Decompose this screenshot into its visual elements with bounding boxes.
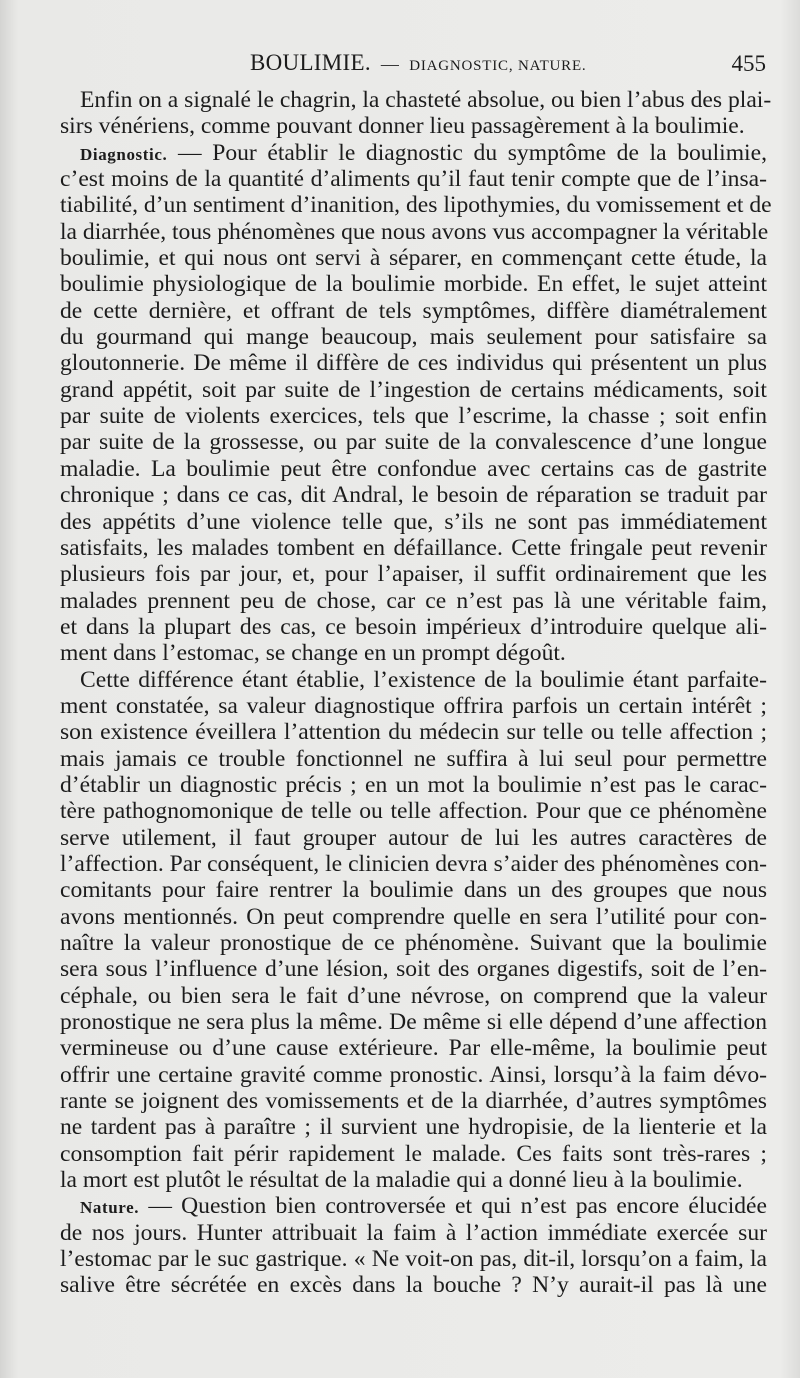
text-line bbox=[60, 693, 767, 719]
text-line bbox=[60, 113, 767, 139]
text-line bbox=[60, 403, 767, 429]
line-text: du gourmand qui mange beaucoup, mais seulement pour satisfaire sa bbox=[60, 324, 767, 351]
text-line bbox=[60, 298, 767, 324]
page-number: 455 bbox=[731, 51, 766, 76]
text-line bbox=[60, 245, 767, 271]
text-line bbox=[60, 456, 767, 482]
line-text: Enfin on a signalé le chagrin, la chasteté absolue, ou bien l’abus des plai- bbox=[80, 87, 772, 113]
line-text: ne tardent pas à paraître ; il survient une hydropisie, de la lienterie et la bbox=[60, 1114, 767, 1141]
line-text: — Question bien controversée et qui n’est pas encore élucidée bbox=[139, 1193, 767, 1220]
text-line bbox=[60, 324, 767, 350]
line-text: tère pathognomonique de telle ou telle affection. Pour que ce phénomène bbox=[60, 798, 767, 825]
line-text: de nos jours. Hunter attribuait la faim à l’action immédiate exercée sur bbox=[60, 1219, 767, 1246]
text-line bbox=[60, 1062, 767, 1088]
line-text: l’estomac par le suc gastrique. « Ne voit-on pas, dit-il, lorsqu’on a faim, la bbox=[60, 1246, 767, 1273]
line-text: c’est moins de la quantité d’aliments qu’il faut tenir compte que de l’insa- bbox=[60, 166, 767, 193]
line-text: céphale, ou bien sera le fait d’une névrose, on comprend que la valeur bbox=[60, 982, 767, 1009]
line-text: serve utilement, il faut grouper autour de lui les autres caractères de bbox=[60, 824, 767, 851]
text-line bbox=[60, 1272, 767, 1298]
line-text: pronostique ne sera plus la même. De même si elle dépend d’une affection bbox=[60, 1009, 767, 1036]
text-line bbox=[60, 1220, 767, 1246]
running-header bbox=[60, 50, 768, 82]
line-text: naître la valeur pronostique de ce phénomène. Suivant que la boulimie bbox=[60, 930, 767, 956]
running-title bbox=[250, 50, 586, 76]
line-text: l’affection. Par conséquent, le clinicien devra s’aider des phénomènes con- bbox=[60, 850, 767, 877]
line-text: offrir une certaine gravité comme pronostic. Ainsi, lorsqu’à la faim dévo- bbox=[60, 1061, 767, 1088]
line-text: d’établir un diagnostic précis ; en un mot la boulimie n’est pas le carac- bbox=[60, 771, 767, 798]
text-line bbox=[60, 1193, 767, 1219]
text-line bbox=[60, 429, 767, 455]
line-text: maladie. La boulimie peut être confondue avec certains cas de gastrite bbox=[60, 455, 767, 482]
text-line bbox=[60, 1167, 767, 1193]
text-line bbox=[60, 851, 767, 877]
text-line bbox=[60, 192, 772, 219]
text-line bbox=[60, 87, 772, 113]
text-line bbox=[60, 746, 767, 772]
line-text: des appétits d’une violence telle que, s’ils ne sont pas immédiatement bbox=[60, 508, 767, 535]
line-text: la mort est plutôt le résultat de la maladie qui a donné lieu à la boulimie. bbox=[60, 1167, 743, 1194]
line-text: plusieurs fois par jour, et, pour l’apaiser, il suffit ordinairement que les bbox=[60, 561, 767, 588]
line-text: tiabilité, d’un sentiment d’inanition, des lipothymies, du vomissement et de bbox=[60, 192, 772, 219]
text-line bbox=[60, 1035, 767, 1061]
line-text: par suite de violents exercices, tels que l’escrime, la chasse ; soit enfin bbox=[60, 403, 767, 430]
line-text: grand appétit, soit par suite de l’ingestion de certains médicaments, soit bbox=[60, 376, 767, 403]
line-text: par suite de la grossesse, ou par suite de la convalescence d’une longue bbox=[60, 429, 767, 456]
text-line bbox=[60, 930, 767, 956]
line-text: ment constatée, sa valeur diagnostique offrira parfois un certain intérêt ; bbox=[60, 692, 767, 719]
text-line bbox=[60, 719, 767, 745]
section-heading: Nature. bbox=[80, 1198, 140, 1218]
text-line bbox=[60, 1088, 767, 1114]
text-line bbox=[60, 614, 767, 640]
text-line bbox=[60, 561, 767, 587]
text-line bbox=[60, 798, 767, 824]
text-line bbox=[60, 166, 767, 192]
line-text: vermineuse ou d’une cause extérieure. Par elle-même, la boulimie peut bbox=[60, 1035, 767, 1062]
line-text: salive être sécrétée en excès dans la bouche ? N’y aurait-il pas là une bbox=[60, 1272, 767, 1299]
text-line bbox=[60, 535, 767, 561]
line-text: chronique ; dans ce cas, dit Andral, le besoin de réparation se traduit par bbox=[60, 482, 767, 509]
line-text: de cette dernière, et offrant de tels symptômes, diffère diamétralement bbox=[60, 297, 767, 324]
text-line bbox=[60, 904, 767, 930]
text-line bbox=[60, 377, 767, 403]
line-text: comitants pour faire rentrer la boulimie dans un des groupes que nous bbox=[60, 877, 767, 904]
text-line bbox=[60, 350, 767, 376]
text-line bbox=[60, 1246, 767, 1272]
line-text: boulimie, et qui nous ont servi à séparer, en commençant cette étude, la bbox=[60, 245, 767, 272]
line-text: malades prennent peu de chose, car ce n’est pas là une véritable faim, bbox=[60, 587, 767, 614]
text-line bbox=[60, 667, 767, 693]
line-text: mais jamais ce trouble fonctionnel ne suffira à lui seul pour permettre bbox=[60, 745, 767, 772]
line-text: sirs vénériens, comme pouvant donner lieu passagèrement à la boulimie. bbox=[60, 113, 745, 140]
line-text: — Pour établir le diagnostic du symptôme de la boulimie, bbox=[167, 139, 767, 166]
running-title-main: BOULIMIE. bbox=[250, 50, 371, 75]
line-text: consomption fait périr rapidement le malade. Ces faits sont très-rares ; bbox=[60, 1140, 767, 1167]
line-text: Cette différence étant établie, l’existence de la boulimie étant parfaite- bbox=[80, 666, 767, 693]
line-text: ment dans l’estomac, se change en un prompt dégoût. bbox=[60, 640, 566, 667]
line-text: sera sous l’influence d’une lésion, soit des organes digestifs, soit de l’en- bbox=[60, 956, 767, 983]
line-text: rante se joignent des vomissements et de la diarrhée, d’autres symptômes bbox=[60, 1088, 767, 1115]
line-text: et dans la plupart des cas, ce besoin impérieux d’introduire quelque ali- bbox=[60, 613, 767, 640]
line-text: avons mentionnés. On peut comprendre quelle en sera l’utilité pour con- bbox=[60, 903, 767, 930]
text-line bbox=[60, 956, 767, 982]
section-heading: Diagnostic. bbox=[80, 144, 168, 164]
text-line bbox=[60, 825, 767, 851]
body-text bbox=[60, 87, 772, 1299]
line-text: gloutonnerie. De même il diffère de ces individus qui présentent un plus bbox=[60, 350, 767, 377]
text-line bbox=[60, 1114, 767, 1140]
text-line bbox=[60, 219, 767, 245]
line-text: la diarrhée, tous phénomènes que nous avons vus accompagner la véritable bbox=[60, 218, 769, 245]
text-line bbox=[60, 588, 767, 614]
text-line bbox=[60, 877, 767, 903]
running-title-subtitle: DIAGNOSTIC, NATURE. bbox=[409, 58, 587, 74]
running-title-dash: — bbox=[380, 54, 400, 74]
text-line bbox=[60, 983, 767, 1009]
line-text: boulimie physiologique de la boulimie morbide. En effet, le sujet atteint bbox=[60, 271, 767, 298]
text-line bbox=[60, 140, 767, 166]
line-text: son existence éveillera l’attention du médecin sur telle ou telle affection ; bbox=[60, 719, 767, 746]
text-line bbox=[60, 1009, 767, 1035]
text-line bbox=[60, 640, 767, 666]
text-line bbox=[60, 509, 767, 535]
text-line bbox=[60, 772, 767, 798]
text-line bbox=[60, 1141, 767, 1167]
line-text: satisfaits, les malades tombent en défaillance. Cette fringale peut revenir bbox=[60, 534, 767, 561]
text-line bbox=[60, 271, 767, 297]
text-line bbox=[60, 482, 767, 508]
